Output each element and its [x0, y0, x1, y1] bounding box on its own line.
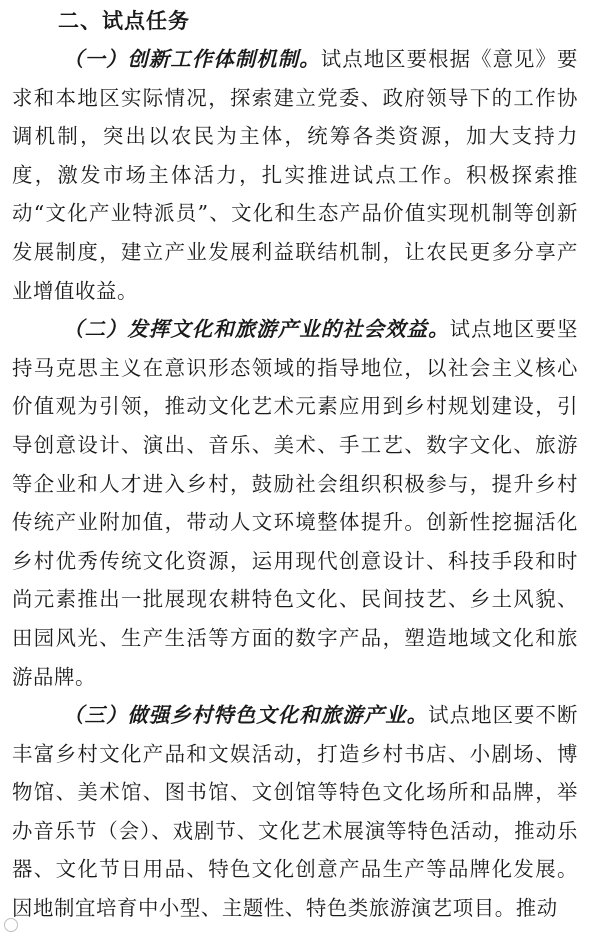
paragraph-2-body: 试点地区要坚持马克思主义在意识形态领域的指导地位，以社会主义核心价值观为引领，推动文化艺术元素应用到乡村规划建设，引导创意设计、演出、音乐、美术、手工艺、数字文化、旅游等企业和人才进入乡村，鼓励社会组织积极参与，提升乡村传统产业附加值，带动人文环境整体提升。创新性挖掘活化乡村优秀传统文化资源，运用现代创意设计、科技手段和时尚元素推出一批展现农耕特色文化、民间技艺、乡土风貌、田园风光、生产生活等方面的数字产品，塑造地域文化和旅游品牌。: [12, 317, 578, 689]
watermark-logo-icon: [4, 918, 18, 932]
paragraph-3-lead: （三）做强乡村特色文化和旅游产业。: [63, 703, 429, 728]
paragraph-2-lead: （二）发挥文化和旅游产业的社会效益。: [63, 317, 450, 342]
paragraph-3: [12, 696, 578, 928]
paragraph-1-body: 试点地区要根据《意见》要求和本地区实际情况，探索建立党委、政府领导下的工作协调机制，突出以农民为主体，统筹各类资源，加大支持力度，激发市场主体活力，扎实推进试点工作。积极探索推动“文化产业特派员”、文化和生态产品价值实现机制等创新发展制度，建立产业发展利益联结机制，让农民更多分享产业增值收益。: [12, 47, 579, 303]
watermark: [4, 918, 18, 932]
paragraph-1-lead: （一）创新工作体制机制。: [63, 47, 321, 71]
paragraph-1: [12, 40, 578, 310]
paragraph-3-body: 试点地区要不断丰富乡村文化产品和文娱活动，打造乡村书店、小剧场、博物馆、美术馆、图书馆、文创馆等特色文化场所和品牌，举办音乐节（会）、戏剧节、文化艺术展演等特色活动，推动乐器、文化节日用品、特色文化创意产品生产等品牌化发展。因地制宜培育中小型、主题性、特色类旅游演艺项目。推动: [12, 703, 579, 921]
paragraph-2: [12, 310, 578, 696]
section-heading: 二、试点任务: [58, 9, 190, 33]
